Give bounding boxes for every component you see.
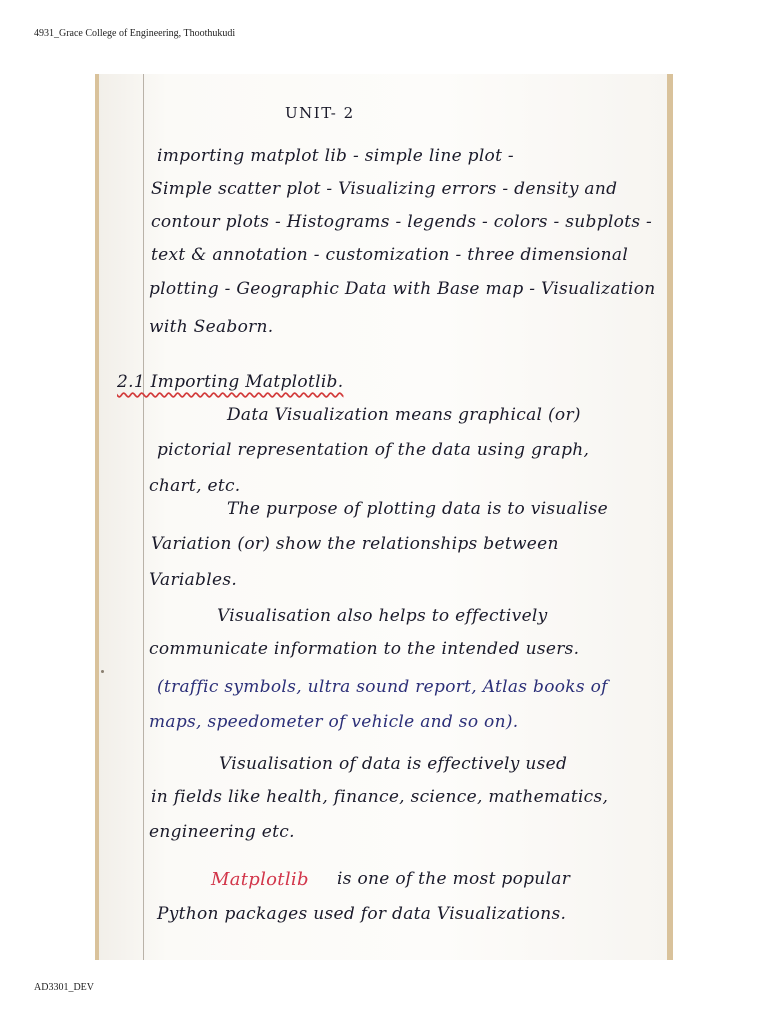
syllabus-line: plotting - Geographic Data with Base map - Visualization	[149, 279, 656, 299]
paragraph-line: Data Visualization means graphical (or)	[227, 405, 581, 425]
syllabus-line: Simple scatter plot - Visualizing errors - density and	[151, 179, 618, 199]
syllabus-line: text & annotation - customization - three dimensional	[151, 245, 629, 265]
paragraph-line: chart, etc.	[149, 476, 241, 496]
notebook-page	[99, 74, 667, 960]
paragraph-line: The purpose of plotting data is to visualise	[227, 499, 608, 519]
examples-line: (traffic symbols, ultra sound report, Atlas books of	[157, 677, 608, 697]
binder-mark	[101, 670, 104, 673]
syllabus-line: with Seaborn.	[149, 317, 274, 337]
page-footer: AD3301_DEV	[34, 982, 94, 993]
examples-line: maps, speedometer of vehicle and so on).	[149, 712, 519, 732]
paragraph-line: communicate information to the intended users.	[149, 639, 580, 659]
paragraph-line: in fields like health, finance, science, mathematics,	[151, 787, 609, 807]
margin-line	[143, 74, 144, 960]
notebook-photo	[95, 74, 673, 960]
matplotlib-term: Matplotlib	[211, 869, 309, 890]
paragraph-line: pictorial representation of the data using graph,	[157, 440, 590, 460]
paragraph-line: Variation (or) show the relationships between	[151, 534, 559, 554]
paragraph-line: is one of the most popular	[337, 869, 571, 889]
unit-title: UNIT- 2	[285, 104, 355, 122]
paragraph-line: Python packages used for data Visualizations.	[157, 904, 567, 924]
paragraph-line: Visualisation also helps to effectively	[217, 606, 548, 626]
paragraph-line: Variables.	[149, 570, 238, 590]
syllabus-line: importing matplot lib - simple line plot -	[157, 146, 514, 166]
paragraph-line: Visualisation of data is effectively used	[219, 754, 568, 774]
section-heading: 2.1 Importing Matplotlib.	[117, 372, 344, 392]
paragraph-line: engineering etc.	[149, 822, 295, 842]
page-header: 4931_Grace College of Engineering, Thoothukudi	[34, 28, 236, 39]
syllabus-line: contour plots - Histograms - legends - colors - subplots -	[151, 212, 653, 232]
